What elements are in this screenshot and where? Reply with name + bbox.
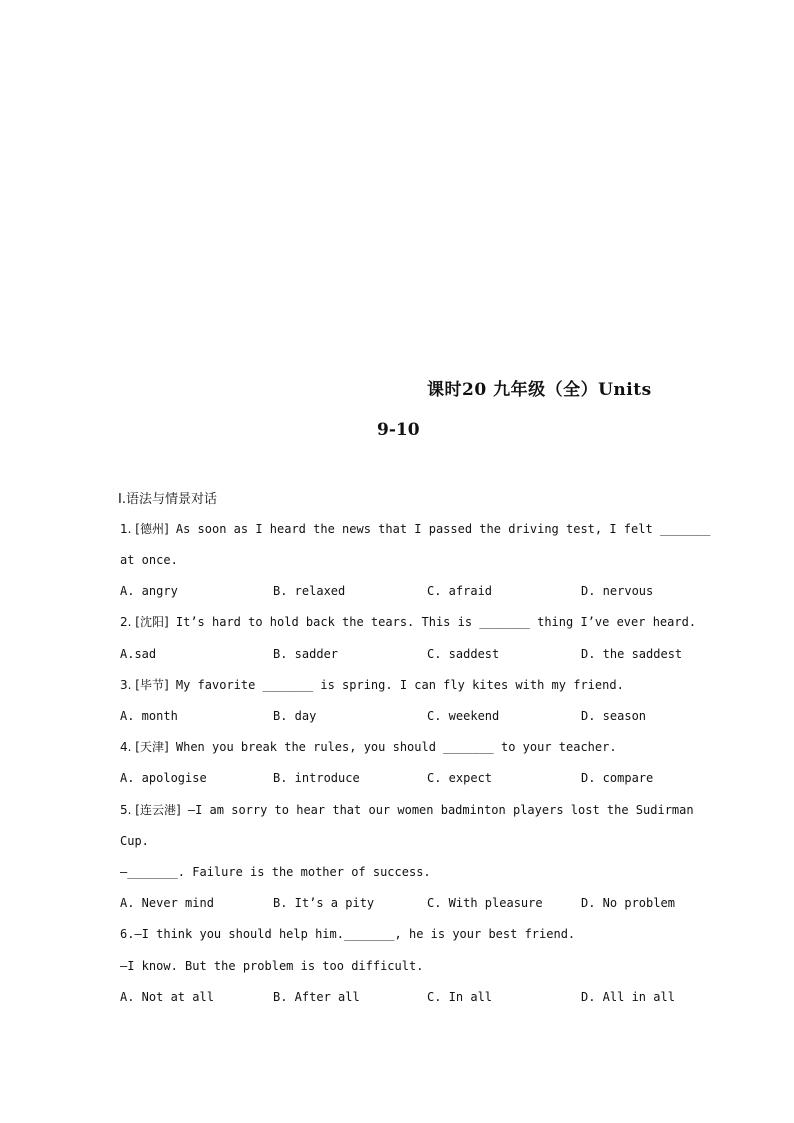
question-3-option-c: C. weekend (427, 709, 500, 723)
question-5-stem: —I am sorry to hear that our women badminton players lost the Sudirman (180, 803, 694, 817)
question-1-stem-cont: at once. (120, 553, 178, 567)
question-6-option-b: B. After all (273, 990, 360, 1004)
question-3-option-a: A. month (120, 709, 178, 723)
question-2-option-d: D. the saddest (581, 647, 683, 661)
question-4-source: 4. [天津] (120, 740, 169, 754)
question-4-option-b: B. introduce (273, 771, 360, 785)
question-1-stem: As soon as I heard the news that I passed the driving test, I felt _______ (168, 522, 711, 536)
question-4-option-a: A. apologise (120, 771, 207, 785)
question-6-line-1 (120, 926, 575, 942)
question-2-option-c: C. saddest (427, 647, 500, 661)
question-2-options (120, 646, 683, 662)
question-6-stem: 6.—I think you should help him._______, he is your best friend. (120, 927, 576, 941)
question-1-source: 1. [德州] (120, 522, 169, 536)
question-1-option-d: D. nervous (581, 584, 654, 598)
question-6-option-a: A. Not at all (120, 990, 214, 1004)
question-4-option-c: C. expect (427, 771, 493, 785)
question-3-option-d: D. season (581, 709, 647, 723)
question-2-option-a: A.sad (120, 647, 157, 661)
question-3-source: 3. [毕节] (120, 678, 169, 692)
question-2-option-b: B. sadder (273, 647, 339, 661)
question-3-option-b: B. day (273, 709, 317, 723)
question-5-option-b: B. It’s a pity (273, 896, 375, 910)
question-1-options (120, 583, 680, 599)
question-4-line-1 (120, 739, 617, 755)
question-2-stem: It’s hard to hold back the tears. This is _______ thing I’ve ever heard. (168, 615, 697, 629)
lesson-title: 课时20 九年级（全）Units (427, 380, 652, 400)
question-3-line-1 (120, 677, 624, 693)
section-heading: Ⅰ.语法与情景对话 (118, 492, 217, 507)
question-5-option-a: A. Never mind (120, 896, 214, 910)
question-2-source: 2. [沈阳] (120, 615, 169, 629)
question-4-options (120, 770, 680, 786)
question-6-option-c: C. In all (427, 990, 493, 1004)
question-5-option-d: D. No problem (581, 896, 675, 910)
question-5-stem-cont: Cup. (120, 834, 149, 848)
question-5-line-3 (120, 864, 431, 880)
question-1-option-c: C. afraid (427, 584, 493, 598)
question-5-line-2 (120, 833, 149, 849)
question-1-option-b: B. relaxed (273, 584, 346, 598)
lesson-title-units: 9-10 (377, 420, 420, 440)
question-6-options (120, 989, 680, 1005)
question-5-option-c: C. With pleasure (427, 896, 543, 910)
question-6-option-d: D. All in all (581, 990, 675, 1004)
question-4-option-d: D. compare (581, 771, 654, 785)
question-3-stem: My favorite _______ is spring. I can fly kites with my friend. (168, 678, 624, 692)
question-1-option-a: A. angry (120, 584, 178, 598)
question-6-reply: —I know. But the problem is too difficult. (120, 959, 424, 973)
question-5-line-1 (120, 802, 694, 818)
question-5-reply: —_______. Failure is the mother of success. (120, 865, 431, 879)
question-5-source: 5. [连云港] (120, 803, 181, 817)
question-3-options (120, 708, 680, 724)
question-6-line-2 (120, 958, 423, 974)
question-1-line-1 (120, 521, 711, 537)
question-4-stem: When you break the rules, you should _______ to your teacher. (168, 740, 617, 754)
question-1-line-2 (120, 552, 178, 568)
question-2-line-1 (120, 614, 696, 630)
question-5-options (120, 895, 680, 911)
